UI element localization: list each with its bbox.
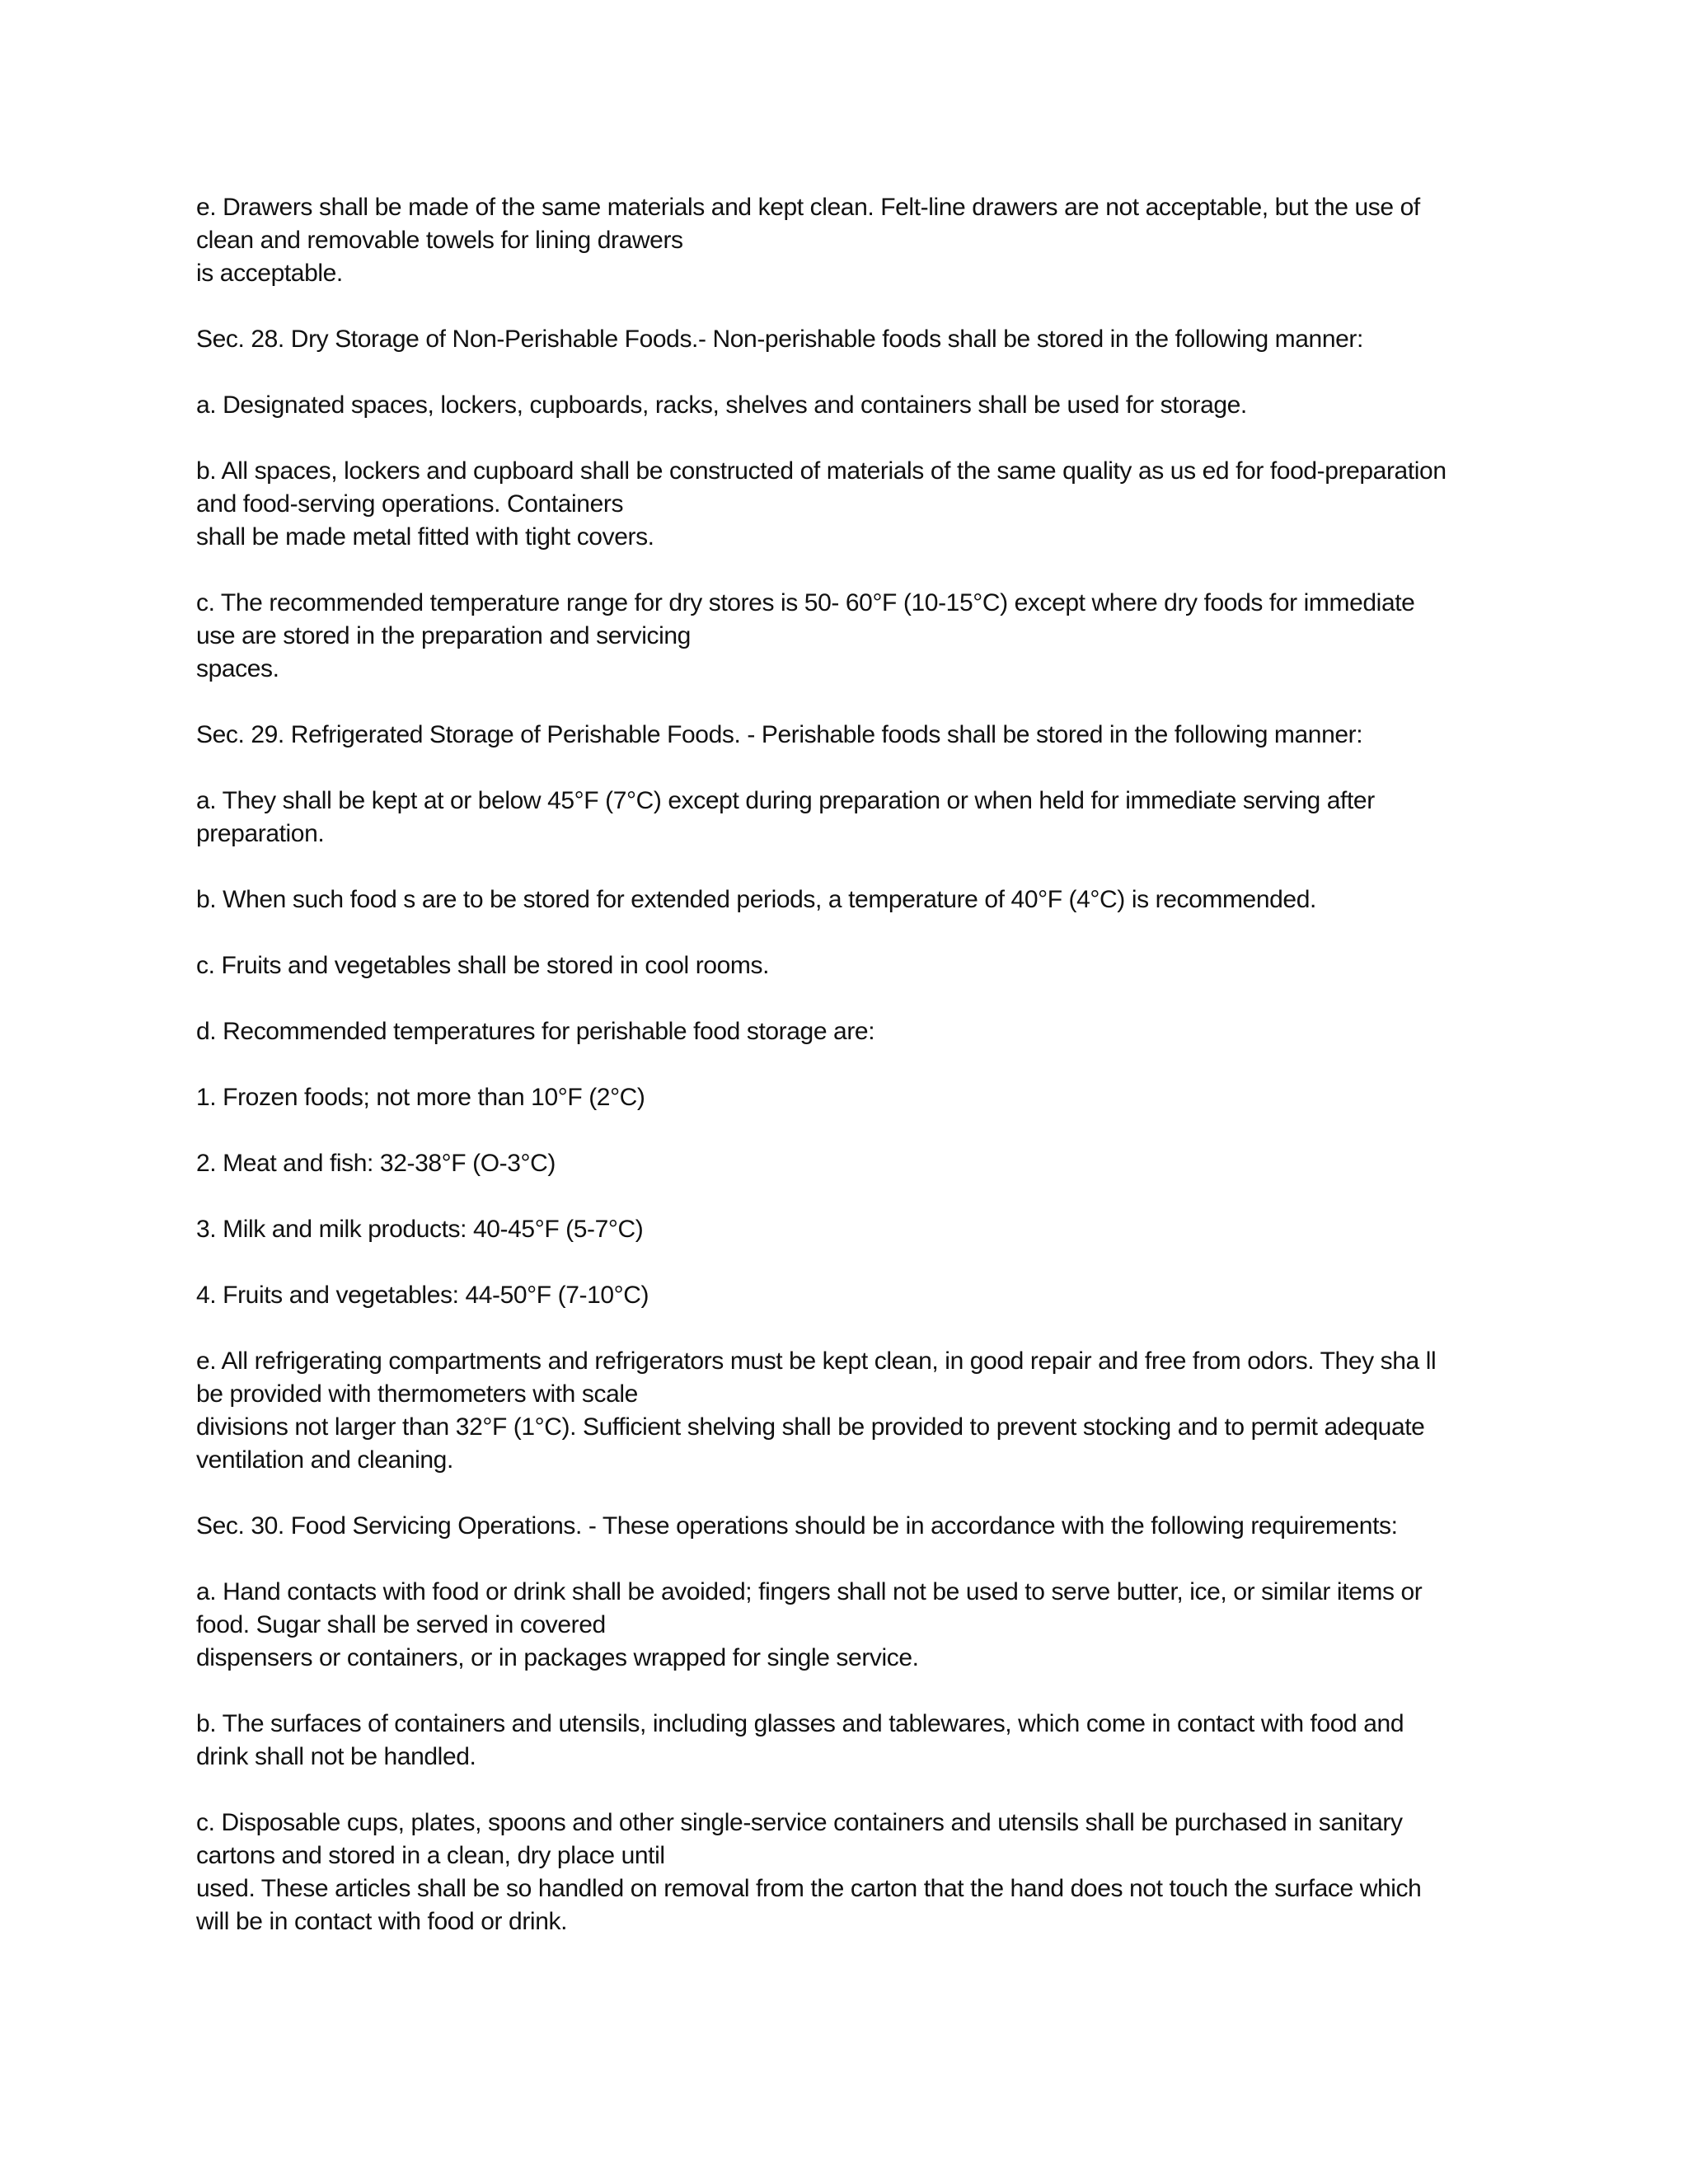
text-line: e. Drawers shall be made of the same materials and kept clean. Felt-line drawers are not acceptable, but the use of <box>196 194 1420 221</box>
text-line: a. They shall be kept at or below 45°F (7°C) except during preparation or when held for immediate serving after <box>196 787 1375 814</box>
text-line: dispensers or containers, or in packages wrapped for single service. <box>196 1644 919 1671</box>
text-line: b. When such food s are to be stored for extended periods, a temperature of 40°F (4°C) is recommended. <box>196 886 1316 913</box>
document-paragraph <box>196 883 1515 916</box>
text-line: Sec. 30. Food Servicing Operations. - These operations should be in accordance with the following requirements: <box>196 1512 1398 1540</box>
text-line: shall be made metal fitted with tight covers. <box>196 523 654 551</box>
document-paragraph <box>196 1807 1515 1938</box>
text-line: a. Designated spaces, lockers, cupboards, racks, shelves and containers shall be used for storage. <box>196 391 1247 419</box>
document-paragraph <box>196 719 1515 752</box>
text-line: b. The surfaces of containers and utensils, including glasses and tablewares, which come in contact with food and <box>196 1710 1404 1737</box>
document-paragraph <box>196 389 1515 422</box>
text-line: divisions not larger than 32°F (1°C). Sufficient shelving shall be provided to prevent stocking and to permit adequate <box>196 1413 1425 1441</box>
document-paragraph <box>196 1708 1515 1774</box>
text-line: c. Fruits and vegetables shall be stored in cool rooms. <box>196 952 770 979</box>
text-line: c. Disposable cups, plates, spoons and other single-service containers and utensils shall be purchased in sanitary <box>196 1809 1403 1836</box>
text-line: b. All spaces, lockers and cupboard shall be constructed of materials of the same quality as us ed for food-preparation <box>196 457 1447 485</box>
document-paragraph <box>196 455 1515 554</box>
text-line: used. These articles shall be so handled on removal from the carton that the hand does not touch the surface which <box>196 1875 1422 1902</box>
document-paragraph <box>196 1015 1515 1048</box>
text-line: 3. Milk and milk products: 40-45°F (5-7°C) <box>196 1216 644 1243</box>
document-paragraph <box>196 1576 1515 1675</box>
text-line: drink shall not be handled. <box>196 1743 476 1770</box>
document-paragraph <box>196 191 1515 290</box>
text-line: ventilation and cleaning. <box>196 1446 453 1474</box>
document-paragraph <box>196 1510 1515 1543</box>
text-line: be provided with thermometers with scale <box>196 1380 638 1408</box>
text-line: use are stored in the preparation and servicing <box>196 622 691 649</box>
document-body <box>196 191 1515 1971</box>
document-paragraph <box>196 1345 1515 1477</box>
text-line: spaces. <box>196 655 279 682</box>
text-line: d. Recommended temperatures for perishable food storage are: <box>196 1018 875 1045</box>
text-line: 2. Meat and fish: 32-38°F (O-3°C) <box>196 1150 556 1177</box>
text-line: Sec. 29. Refrigerated Storage of Perishable Foods. - Perishable foods shall be stored in the following manner: <box>196 721 1363 748</box>
document-paragraph <box>196 1081 1515 1114</box>
document-paragraph <box>196 1213 1515 1246</box>
text-line: c. The recommended temperature range for dry stores is 50- 60°F (10-15°C) except where dry foods for immediate <box>196 589 1415 616</box>
document-paragraph <box>196 785 1515 851</box>
text-line: 1. Frozen foods; not more than 10°F (2°C) <box>196 1084 645 1111</box>
document-paragraph <box>196 949 1515 982</box>
text-line: is acceptable. <box>196 260 343 287</box>
text-line: and food-serving operations. Containers <box>196 490 624 518</box>
text-line: Sec. 28. Dry Storage of Non-Perishable Foods.- Non-perishable foods shall be stored in the following manner: <box>196 326 1363 353</box>
document-paragraph <box>196 1147 1515 1180</box>
document-paragraph <box>196 587 1515 686</box>
text-line: clean and removable towels for lining drawers <box>196 227 683 254</box>
text-line: will be in contact with food or drink. <box>196 1908 568 1935</box>
document-paragraph <box>196 1279 1515 1312</box>
text-line: 4. Fruits and vegetables: 44-50°F (7-10°C) <box>196 1282 649 1309</box>
document-paragraph <box>196 323 1515 356</box>
text-line: e. All refrigerating compartments and refrigerators must be kept clean, in good repair and free from odors. They sha ll <box>196 1347 1437 1375</box>
text-line: cartons and stored in a clean, dry place until <box>196 1842 665 1869</box>
text-line: a. Hand contacts with food or drink shall be avoided; fingers shall not be used to serve butter, ice, or similar items or <box>196 1578 1423 1605</box>
text-line: food. Sugar shall be served in covered <box>196 1611 606 1638</box>
text-line: preparation. <box>196 820 325 847</box>
